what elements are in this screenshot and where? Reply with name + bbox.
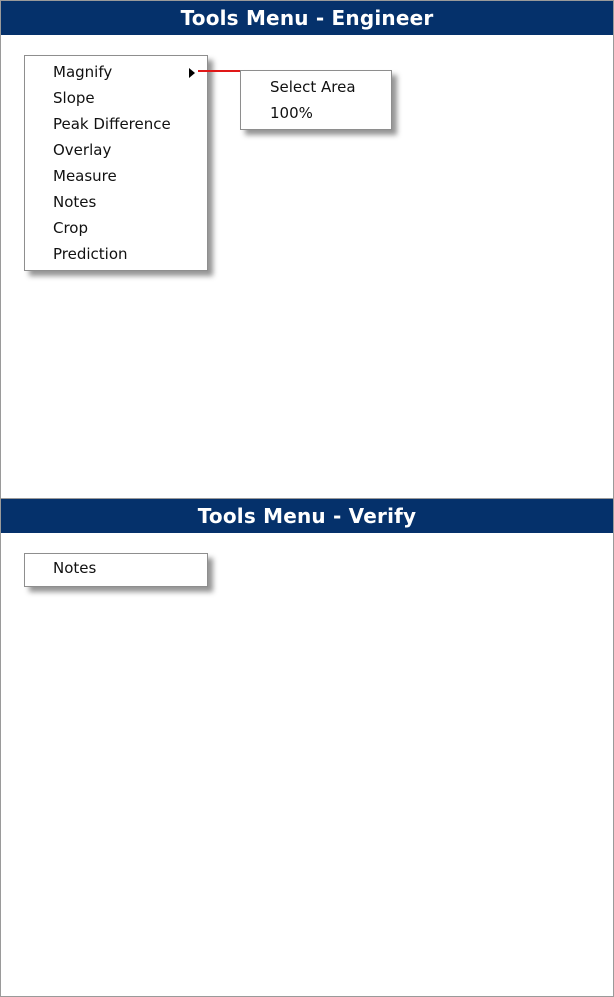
menu-item-label: Overlay bbox=[53, 141, 112, 159]
engineer-tools-menu bbox=[24, 55, 208, 271]
magnify-submenu bbox=[240, 70, 392, 130]
menu-item-measure[interactable] bbox=[25, 163, 207, 189]
verify-tools-menu bbox=[24, 553, 208, 587]
verify-panel bbox=[1, 498, 613, 997]
submenu-item-label: 100% bbox=[270, 104, 313, 122]
submenu-item-label: Select Area bbox=[270, 78, 356, 96]
submenu-arrow-icon bbox=[189, 68, 195, 78]
menu-item-overlay[interactable] bbox=[25, 137, 207, 163]
menu-item-label: Peak Difference bbox=[53, 115, 171, 133]
menu-item-notes[interactable] bbox=[25, 189, 207, 215]
menu-item-slope[interactable] bbox=[25, 85, 207, 111]
menu-item-magnify[interactable] bbox=[25, 59, 207, 85]
menu-item-crop[interactable] bbox=[25, 215, 207, 241]
menu-item-label: Slope bbox=[53, 89, 95, 107]
verify-header: Tools Menu - Verify bbox=[1, 499, 613, 533]
submenu-item-100-percent[interactable] bbox=[241, 100, 391, 126]
menu-item-prediction[interactable] bbox=[25, 241, 207, 267]
menu-item-peak-difference[interactable] bbox=[25, 111, 207, 137]
menu-item-label: Crop bbox=[53, 219, 89, 237]
menu-item-label: Notes bbox=[53, 559, 97, 577]
engineer-panel bbox=[1, 1, 613, 497]
submenu-item-select-area[interactable] bbox=[241, 74, 391, 100]
menu-item-label: Magnify bbox=[53, 63, 113, 81]
menu-item-notes[interactable] bbox=[25, 555, 207, 581]
submenu-connector-line bbox=[198, 70, 240, 72]
engineer-header: Tools Menu - Engineer bbox=[1, 1, 613, 35]
menu-item-label: Measure bbox=[53, 167, 117, 185]
menu-item-label: Prediction bbox=[53, 245, 128, 263]
menu-item-label: Notes bbox=[53, 193, 97, 211]
